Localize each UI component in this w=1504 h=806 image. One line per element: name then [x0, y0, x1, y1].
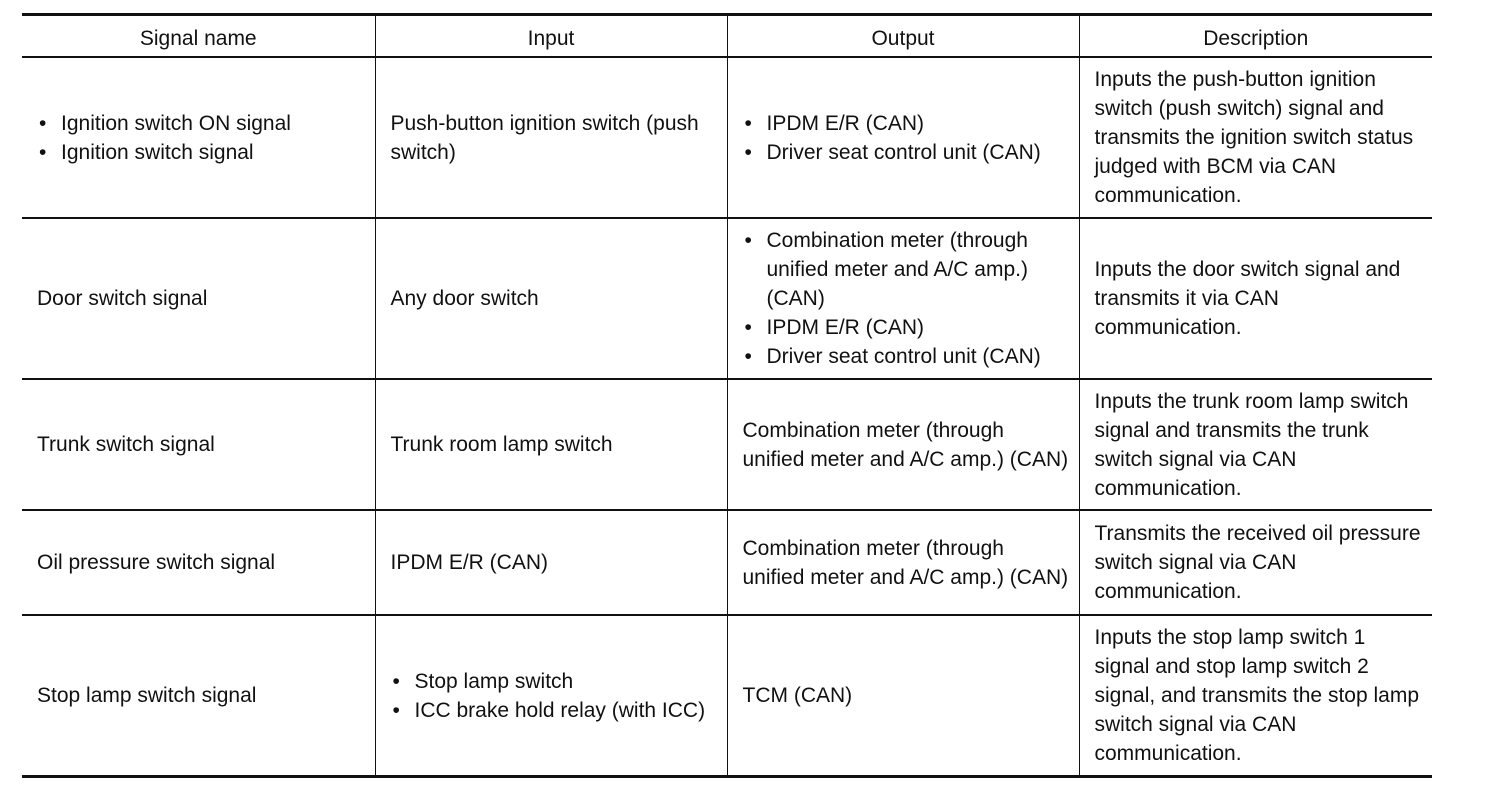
input-list	[391, 667, 719, 725]
output-cell	[727, 510, 1079, 615]
table-body	[22, 57, 1432, 777]
header-output: Output	[727, 15, 1079, 58]
header-description: Description	[1079, 15, 1432, 58]
header-input: Input	[375, 15, 727, 58]
list-item: • ICC brake hold relay (with ICC)	[391, 696, 719, 725]
signal-cell	[22, 510, 375, 615]
table-row	[22, 379, 1432, 510]
output-cell	[727, 218, 1079, 379]
signal-text: Oil pressure switch signal	[37, 551, 276, 574]
input-cell	[375, 379, 727, 510]
description-cell	[1079, 57, 1432, 218]
description-text: Inputs the door switch signal and transmits it via CAN communication.	[1094, 258, 1401, 339]
signal-text: Stop lamp switch signal	[37, 684, 257, 707]
input-cell	[375, 218, 727, 379]
signal-text: Door switch signal	[37, 287, 208, 310]
description-cell	[1079, 615, 1432, 777]
table-row	[22, 510, 1432, 615]
output-text: Combination meter (through unified meter and A/C amp.) (CAN)	[742, 418, 1069, 471]
output-list	[743, 109, 1071, 167]
input-cell	[375, 57, 727, 218]
output-cell	[727, 57, 1079, 218]
input-text: Any door switch	[390, 287, 539, 310]
list-item: • Driver seat control unit (CAN)	[743, 138, 1071, 167]
list-item: • Ignition switch signal	[37, 138, 367, 167]
list-item: • IPDM E/R (CAN)	[743, 313, 1071, 342]
list-item: • Driver seat control unit (CAN)	[743, 342, 1071, 371]
input-text: Trunk room lamp switch	[390, 433, 613, 456]
input-text: IPDM E/R (CAN)	[390, 551, 548, 574]
list-item: • Combination meter (through unified meter and A/C amp.) (CAN)	[743, 226, 1071, 313]
signal-list	[37, 109, 367, 167]
signal-cell	[22, 379, 375, 510]
output-text: Combination meter (through unified meter and A/C amp.) (CAN)	[742, 536, 1069, 589]
input-cell	[375, 510, 727, 615]
list-item: • Stop lamp switch	[391, 667, 719, 696]
table-row	[22, 615, 1432, 777]
signal-cell	[22, 218, 375, 379]
description-text: Inputs the push-button ignition switch (push switch) signal and transmits the ignition switch status judged with BCM via CAN communication.	[1094, 68, 1414, 207]
header-signal-name: Signal name	[139, 26, 257, 50]
table-row	[22, 57, 1432, 218]
description-cell	[1079, 379, 1432, 510]
description-text: Inputs the trunk room lamp switch signal and transmits the trunk switch signal via CAN communication.	[1094, 389, 1409, 500]
signal-cell	[22, 615, 375, 777]
signal-cell	[22, 57, 375, 218]
description-text: Transmits the received oil pressure switch signal via CAN communication.	[1094, 522, 1421, 603]
input-text: Push-button ignition switch (push switch)	[390, 111, 699, 164]
output-list	[743, 226, 1071, 371]
list-item: • Ignition switch ON signal	[37, 109, 367, 138]
output-cell	[727, 615, 1079, 777]
output-cell	[727, 379, 1079, 510]
output-text: TCM (CAN)	[742, 684, 853, 707]
signal-text: Trunk switch signal	[37, 433, 215, 456]
list-item: • IPDM E/R (CAN)	[743, 109, 1071, 138]
table-header	[22, 15, 1432, 58]
signal-table	[22, 13, 1432, 778]
description-cell	[1079, 218, 1432, 379]
input-cell	[375, 615, 727, 777]
table-row	[22, 218, 1432, 379]
header-row	[22, 15, 1432, 58]
description-cell	[1079, 510, 1432, 615]
description-text: Inputs the stop lamp switch 1 signal and stop lamp switch 2 signal, and transmits the stop lamp switch signal via CAN communication.	[1094, 626, 1419, 765]
